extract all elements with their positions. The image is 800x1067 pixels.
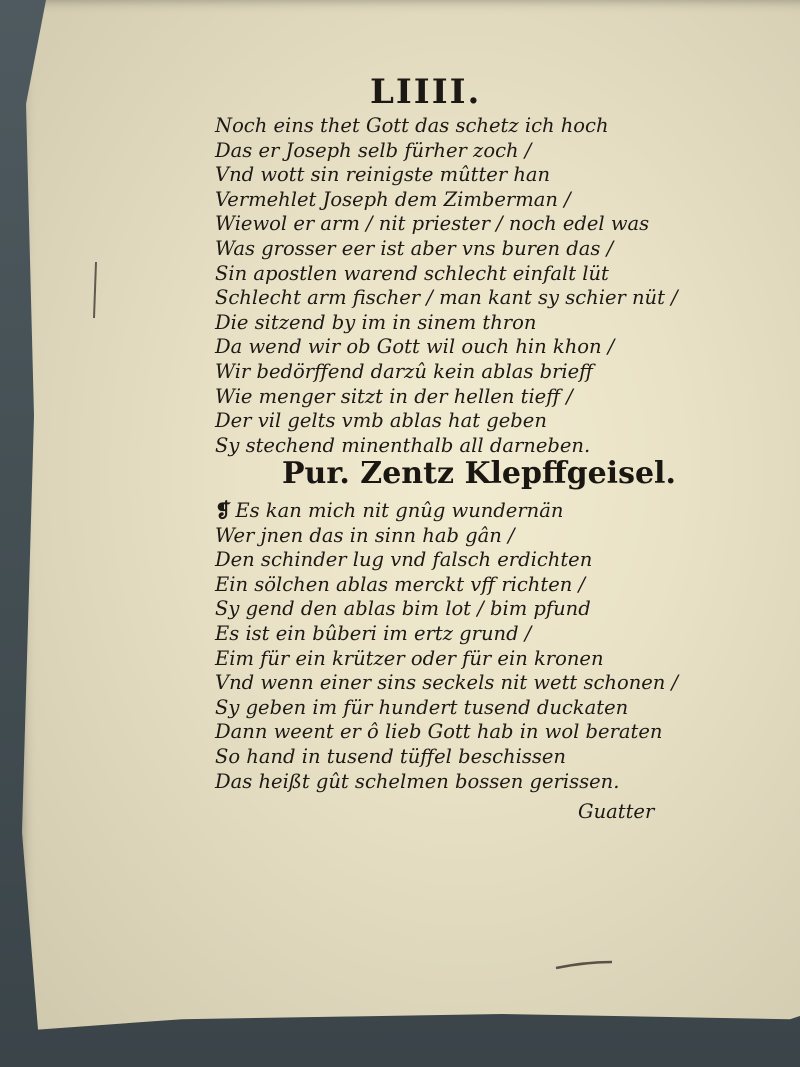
verse-line: Das er Joseph selb fürher zoch / [215, 138, 532, 162]
verse-line: Dann weent er ô lieb Gott hab in wol beraten [215, 720, 663, 744]
verse-line: Was grosser eer ist aber vns buren das / [215, 236, 614, 260]
verse-line: Den schinder lug vnd falsch erdichten [215, 548, 593, 572]
verse-line: Es ist ein bûberi im ertz grund / [215, 621, 532, 645]
verse-section-2 [215, 499, 678, 794]
verse-line: Wer jnen das in sinn hab gân / [215, 523, 515, 547]
paragraph-mark-icon: ❡ [215, 499, 232, 522]
verse-line: Sy gend den ablas bim lot / bim pfund [215, 597, 591, 621]
verse-line: So hand in tusend tüffel beschissen [215, 744, 566, 768]
verse-line: Die sitzend by im in sinem thron [215, 310, 537, 334]
verse-line: Vnd wott sin reinigste mûtter han [215, 163, 551, 187]
verse-line: Schlecht arm fischer / man kant sy schier nüt / [215, 286, 678, 310]
verse-line: Wie menger sitzt in der hellen tieff / [215, 384, 573, 408]
verse-line: Vnd wenn einer sins seckels nit wett schonen / [215, 671, 679, 695]
verse-line: Sy stechend minenthalb all darneben. [215, 433, 591, 457]
verse-line: Der vil gelts vmb ablas hat geben [215, 409, 547, 433]
catchword: Guatter [578, 800, 655, 823]
verse-line: Ein sölchen ablas merckt vff richten / [215, 572, 586, 596]
verse-line-text: Es kan mich nit gnûg wundernän [235, 499, 564, 522]
verse-line-first [215, 499, 678, 524]
verse-line: Noch eins thet Gott das schetz ich hoch [215, 114, 609, 137]
verse-line: Das heißt gût schelmen bossen gerissen. [215, 769, 620, 793]
verse-line: Wir bedörffend darzû kein ablas brieff [215, 359, 594, 383]
verse-line: Eim für ein krützer oder für ein kronen [215, 646, 604, 670]
verse-line: Sin apostlen warend schlecht einfalt lüt [215, 261, 609, 285]
verse-line: Wiewol er arm / nit priester / noch edel was [215, 212, 650, 236]
verse-line: Sy geben im für hundert tusend duckaten [215, 695, 629, 719]
speaker-heading: Pur. Zentz Klepffgeisel. [282, 456, 676, 491]
verse-section-1 [215, 114, 678, 458]
folio-number: LIIII. [370, 72, 482, 112]
verse-line: Da wend wir ob Gott wil ouch hin khon / [215, 335, 615, 359]
verse-line: Vermehlet Joseph dem Zimberman / [215, 187, 571, 211]
